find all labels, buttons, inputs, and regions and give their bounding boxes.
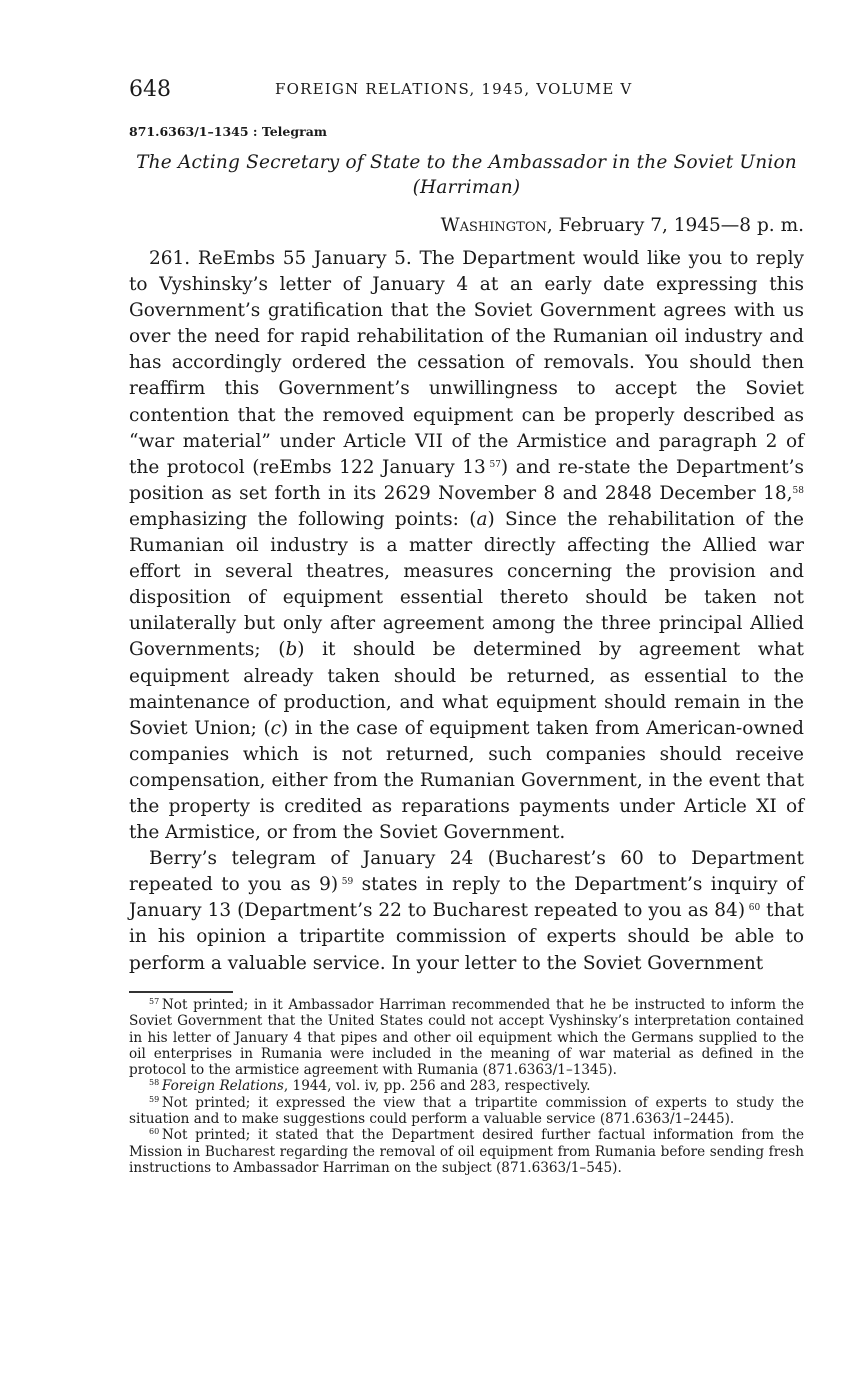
footnote-ref-58: 58 xyxy=(792,485,804,496)
document-title xyxy=(129,150,804,200)
body-paragraph-2 xyxy=(129,846,804,976)
footnote-text: Not printed; in it Ambassador Harriman recommended that he be instructed to inform the Soviet Government that the United States could not accept Vyshinsky’s interpretation contained in his letter of January 4 that pipes and other oil equipment which the Germans supplied to the oil enterprises in Rumania were included in the meaning of war material as defined in the protocol to the armistice agreement with Rumania (871.6363/1–1345). xyxy=(129,997,804,1079)
footnote-divider xyxy=(129,991,233,993)
list-marker-b: b xyxy=(285,639,298,661)
footnote-italic-title: Foreign Relations xyxy=(161,1078,284,1095)
footnote-number: 60 xyxy=(149,1127,160,1137)
page-number: 648 xyxy=(129,77,171,102)
footnotes xyxy=(129,997,804,1176)
title-line-1: The Acting Secretary of State to the Ambassador in the Soviet Union xyxy=(136,152,797,173)
list-marker-a: a xyxy=(476,508,488,530)
footnote-number: 59 xyxy=(149,1094,160,1104)
page-header xyxy=(129,77,804,107)
title-line-2: (Harriman) xyxy=(412,177,521,198)
footnote-60 xyxy=(129,1127,804,1176)
footnote-ref-59: 59 xyxy=(341,877,354,888)
body-text-segment: 261. ReEmbs 55 January 5. The Department would like you to reply to Vyshinsky’s letter of January 4 at an early date expressing this Government’s gratification that the Soviet Government agrees with us over the need for rapid rehabilitation of the Rumanian oil industry and has accordingly ordered the cessation of removals. You should then reaffirm this Government’s unwillingness to accept the Soviet contention that the removed equipment can be properly described as “war material” under Article VII of the Armistice and paragraph 2 of the protocol (reEmbs 122 January 13 xyxy=(129,248,804,478)
body-text-segment: that in his opinion a tripartite commission of experts should be able to perform a valuable service. In your letter to the Soviet Government xyxy=(129,900,804,974)
body-text-segment: Berry’s telegram of January 24 (Bucharest’s 60 to Department repeated to you as 9) xyxy=(129,848,804,896)
body-text-segment: ) it should be determined by agreement what equipment already taken should be returned, as essential to the maintenance of production, and what equipment should remain in the Soviet Union; ( xyxy=(129,639,804,739)
telegram-body xyxy=(129,246,804,977)
dateline-place: Washington xyxy=(440,215,547,236)
running-head: FOREIGN RELATIONS, 1945, VOLUME V xyxy=(275,80,633,98)
footnote-number: 58 xyxy=(149,1078,160,1088)
dateline-date: , February 7, 1945—8 p. m. xyxy=(546,215,804,236)
footnote-59 xyxy=(129,1095,804,1128)
footnote-text: , 1944, vol. iv, pp. 256 and 283, respectively. xyxy=(283,1078,591,1095)
dateline xyxy=(441,215,804,236)
footnote-number: 57 xyxy=(149,997,160,1006)
footnote-58 xyxy=(129,1078,804,1094)
footnote-text: Not printed; it expressed the view that a tripartite commission of experts to study the situation and to make suggestions could perform a valuable service (871.6363/1–2445). xyxy=(129,1094,804,1128)
body-text-segment: emphasizing the following points: ( xyxy=(129,508,477,530)
footnote-57 xyxy=(129,997,804,1078)
body-text-segment: ) in the case of equipment taken from American-owned companies which is not returned, such companies should receive compensation, either from the Rumanian Government, in the event that the property is credited as reparations payments under Article XI of the Armistice, or from the Soviet Government. xyxy=(129,717,804,844)
body-text-segment: states in reply to the Department’s inquiry of January 13 (Department’s 22 to Bucharest repeated to you as 84) xyxy=(129,874,804,922)
footnote-text: Not printed; it stated that the Department desired further factual information from the Mission in Bucharest regarding the removal of oil equipment from Rumania before sending fresh instructions to Ambassador Harriman on the subject (871.6363/1–545). xyxy=(129,1127,804,1176)
body-text-segment: ) and re-state the Department’s position as set forth in its 2629 November 8 and 2848 December 18, xyxy=(129,456,804,504)
body-text-segment: ) Since the rehabilitation of the Rumanian oil industry is a matter directly affecting the Allied war effort in several theatres, measures concerning the provision and disposition of equipment essential thereto should be taken not unilaterally but only after agreement among the three principal Allied Governments; ( xyxy=(129,508,804,661)
file-reference: 871.6363/1–1345 : Telegram xyxy=(129,124,328,139)
list-marker-c: c xyxy=(270,717,282,739)
body-paragraph-1 xyxy=(129,246,804,846)
footnote-ref-57: 57 xyxy=(489,459,501,470)
footnote-ref-60: 60 xyxy=(748,903,761,914)
